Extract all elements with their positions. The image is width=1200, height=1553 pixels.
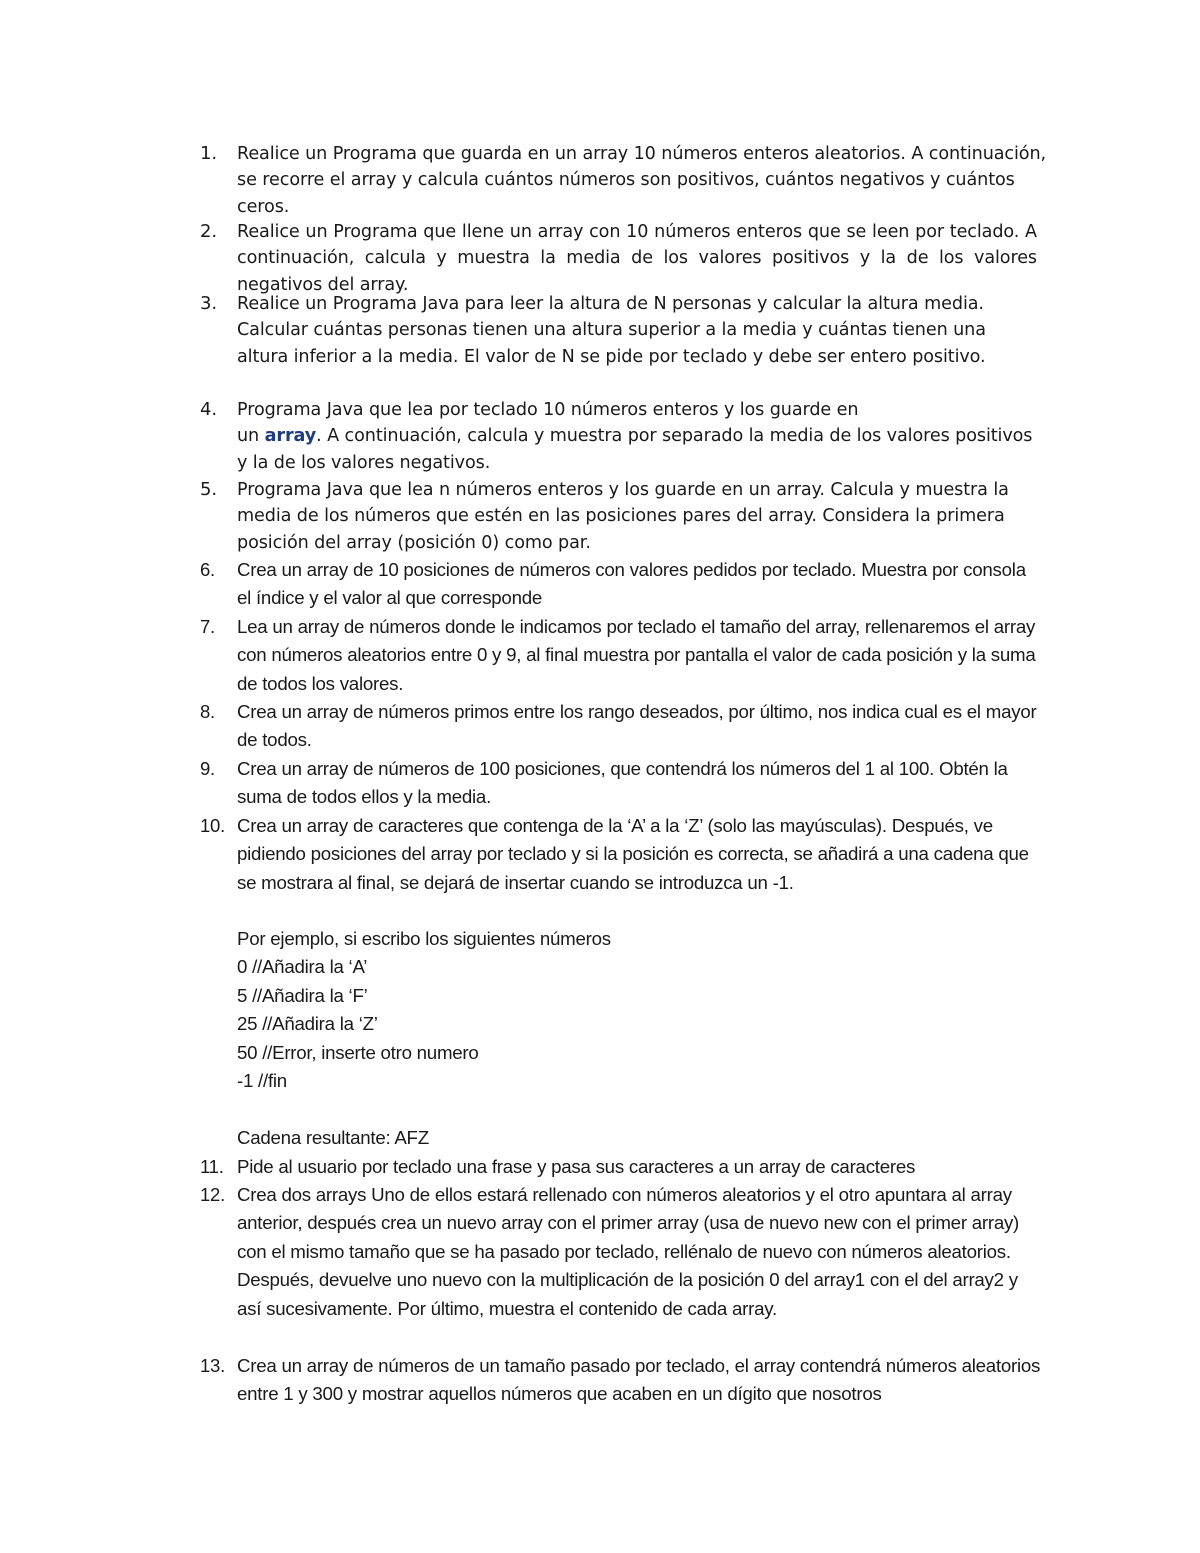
list-item — [200, 1153, 1050, 1181]
list-item — [200, 698, 1050, 755]
item-text: Programa Java que lea por teclado 10 números enteros y los guarde en — [237, 400, 859, 420]
list-item — [200, 755, 1050, 812]
item-text: . A continuación, calcula y muestra por separado la media de los valores positivos y la de los valores negativos. — [237, 426, 1033, 473]
item-number: 13. — [200, 1355, 225, 1376]
example-line: 50 //Error, inserte otro numero — [237, 1041, 479, 1063]
item-text: un — [237, 426, 265, 447]
item-text: Crea un array de caracteres que contenga de la ‘A’ a la ‘Z’ (solo las mayúsculas). Después, ve pidiendo posiciones del array por teclado y si la posición es correcta, se añadirá a una cadena que se mostrara al final, se dejará de insertar cuando se introduzca un -1. — [237, 815, 1029, 893]
item-number: 5. — [200, 479, 217, 500]
item-text: Programa Java que lea n números enteros y los guarde en un array. Calcula y muestra la media de los números que estén en las posiciones pares del array. Considera la primera posición del array (posición 0) como par. — [237, 480, 1009, 553]
item-number: 2. — [200, 221, 217, 242]
example-block — [237, 925, 1037, 1095]
item-number: 11. — [200, 1156, 224, 1177]
item-text: Crea dos arrays Uno de ellos estará rellenado con números aleatorios y el otro apuntara al array anterior, después crea un nuevo array con el primer array (usa de nuevo new con el primer array) con el mismo tamaño que se ha pasado por teclado, rellénalo de nuevo con números aleatorios. — [237, 1184, 1020, 1262]
item-text: Crea un array de números primos entre los rango deseados, por último, nos indica cual es el mayor de todos. — [237, 701, 1037, 751]
list-item — [200, 477, 1050, 556]
item-text: Crea un array de números de 100 posiciones, que contendrá los números del 1 al 100. Obtén la suma de todos ellos y la media. — [237, 758, 1008, 808]
item-number: 3. — [200, 293, 217, 314]
item-number: 1. — [200, 143, 217, 164]
result-line: Cadena resultante: AFZ — [237, 1127, 429, 1148]
example-intro: Por ejemplo, si escribo los siguientes números — [237, 928, 611, 949]
item-number: 6. — [200, 559, 215, 580]
list-item — [200, 1181, 1050, 1323]
list-item — [200, 397, 1050, 476]
list-item — [200, 613, 1050, 698]
list-item — [200, 219, 1050, 298]
item-number: 9. — [200, 758, 215, 779]
item-text: Pide al usuario por teclado una frase y pasa sus caracteres a un array de caracteres — [237, 1156, 916, 1177]
example-line: 25 //Añadira la ‘Z’ — [237, 1013, 378, 1035]
item-number: 7. — [200, 616, 215, 637]
item-text: Realice un Programa que llene un array con 10 números enteros que se leen por teclado. A continuación, calcula y muestra la media de los valores positivos y la de los valores negativos del array. — [237, 222, 1037, 295]
item-number: 12. — [200, 1184, 225, 1205]
highlighted-term: array — [264, 426, 317, 447]
item-number: 4. — [200, 399, 217, 420]
item-number: 10. — [200, 815, 225, 836]
list-item — [200, 141, 1050, 220]
item-text: Realice un Programa Java para leer la altura de N personas y calcular la altura media. Calcular cuántas personas tienen una altura superior a la media y cuántas tienen una altura inferior a la media. El valor de N se pide por teclado y debe ser entero positivo. — [237, 294, 986, 367]
item-number: 8. — [200, 701, 215, 722]
example-line: 0 //Añadira la ‘A’ — [237, 956, 368, 978]
item-text-continued: Después, devuelve uno nuevo con la multiplicación de la posición 0 del array1 con el del array2 y así sucesivamente. Por último, muestra el contenido de cada array. — [237, 1269, 1018, 1319]
list-item — [200, 291, 1050, 370]
item-text: Realice un Programa que guarda en un array 10 números enteros aleatorios. A continuación, se recorre el array y calcula cuántos números son positivos, cuántos negativos y cuántos ceros. — [237, 144, 1047, 217]
list-item — [200, 812, 1050, 897]
item-text: Crea un array de números de un tamaño pasado por teclado, el array contendrá números aleatorios entre 1 y 300 y mostrar aquellos números que acaben en un dígito que nosotros — [237, 1355, 1041, 1405]
list-item — [200, 556, 1050, 613]
list-item — [200, 1352, 1050, 1409]
example-line: 5 //Añadira la ‘F’ — [237, 984, 368, 1006]
item-text: Crea un array de 10 posiciones de números con valores pedidos por teclado. Muestra por consola el índice y el valor al que corresponde — [237, 559, 1026, 609]
item-text: Lea un array de números donde le indicamos por teclado el tamaño del array, rellenaremos el array con números aleatorios entre 0 y 9, al final muestra por pantalla el valor de cada posición y la suma de todos los valores. — [237, 616, 1036, 694]
example-line: -1 //fin — [237, 1069, 287, 1091]
